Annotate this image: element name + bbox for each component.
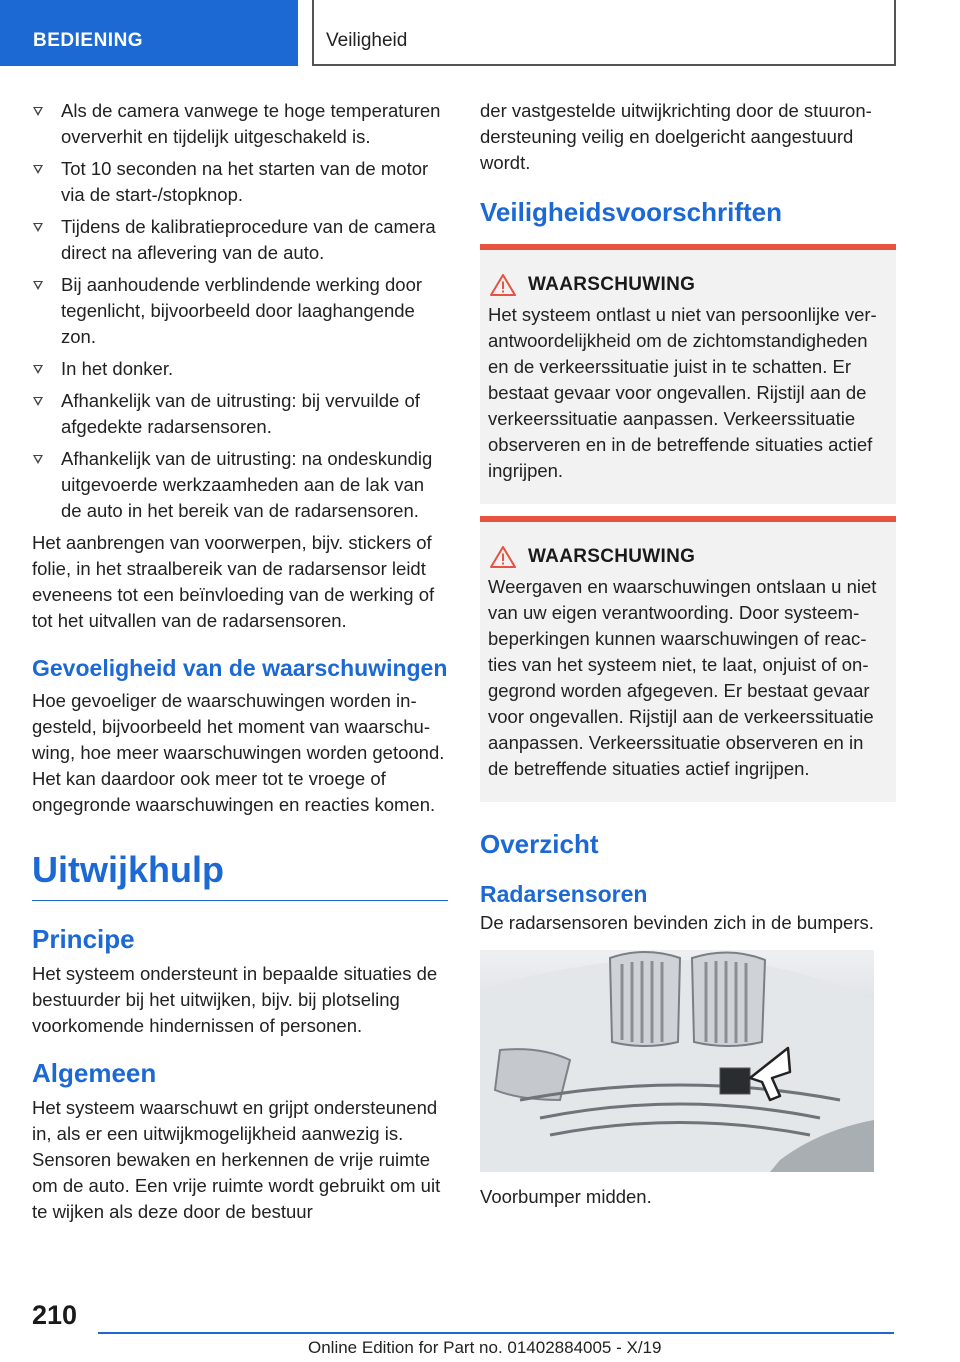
- photo-caption: Voorbumper midden.: [480, 1186, 652, 1207]
- warning-triangle-icon: [490, 274, 516, 296]
- warning-triangle-icon: [490, 546, 516, 568]
- condition-list: [32, 98, 448, 524]
- overview-heading: Overzicht: [480, 829, 599, 859]
- triangle-bullet-icon: [33, 455, 43, 464]
- warning-title: WAARSCHUWING: [488, 546, 888, 568]
- list-item: Tot 10 seconden na het starten van de motor via de start-/stopknop.: [32, 156, 448, 208]
- warning-title: WAARSCHUWING: [488, 274, 888, 296]
- list-item: Bij aanhoudende verblindende werking door tegenlicht, bijvoorbeeld door laaghangende zon.: [32, 272, 448, 350]
- sensitivity-heading: Gevoeligheid van de waarschuwingen: [32, 655, 448, 681]
- warning-text: Weergaven en waarschuwingen ontslaan u niet van uw eigen verantwoording. Door systeembeperkingen kunnen waarschuwingen of reacties van het systeem niet, te laat, onjuist of ongegrond worden afgegeven. Er bestaat gevaar voor ongevallen. Rijstijl aan de verkeerssituatie aanpassen. Verkeerssituatie observeren en in de betreffende situaties actief ingrijpen.: [488, 576, 877, 779]
- principle-heading: Principe: [32, 924, 135, 954]
- triangle-bullet-icon: [33, 365, 43, 374]
- general-heading: Algemeen: [32, 1058, 157, 1088]
- sticker-note-paragraph: Het aanbrengen van voorwerpen, bijv. stickers of folie, in het straalbereik van de radarsensor leidt eveneens tot een beïnvloeding van de werking of tot het uitvallen van de radarsensoren.: [32, 532, 435, 631]
- list-item: Afhankelijk van de uitrusting: na ondeskundig uitgevoerde werkzaamheden aan de lak van de auto in het bereik van de radarsensoren.: [32, 446, 448, 524]
- list-item: Als de camera vanwege te hoge temperaturen oververhit en tijdelijk uitgeschakeld is.: [32, 98, 448, 150]
- warning-box-2: [480, 516, 896, 802]
- triangle-bullet-icon: [33, 165, 43, 174]
- front-bumper-photo: [480, 950, 874, 1172]
- triangle-bullet-icon: [33, 397, 43, 406]
- triangle-bullet-icon: [33, 107, 43, 116]
- chapter-tab[interactable]: Veiligheid: [312, 0, 896, 66]
- warning-text: Het systeem ontlast u niet van persoonlijke verantwoordelijkheid om de zichtomstandigheden en de verkeerssituatie juist in te schatten. Er bestaat gevaar voor ongevallen. Rijstijl aan de verkeerssituatie aanpassen. Verkeerssituatie observeren en in de betreffende situaties actief ingrijpen.: [488, 304, 877, 481]
- list-item: Afhankelijk van de uitrusting: bij vervuilde of afgedekte radarsensoren.: [32, 388, 448, 440]
- left-column: [32, 98, 448, 1225]
- continuation-paragraph: der vastgestelde uitwijkrichting door de stuurondersteuning veilig en doelgericht aangestuurd wordt.: [480, 100, 872, 173]
- safety-heading: Veiligheidsvoorschriften: [480, 197, 782, 227]
- list-item: Tijdens de kalibratieprocedure van de camera direct na aflevering van de auto.: [32, 214, 448, 266]
- page-number: 210: [32, 1300, 78, 1330]
- sensitivity-paragraph: Hoe gevoeliger de waarschuwingen worden ingesteld, bijvoorbeeld het moment van waarschuwing, hoe meer waarschuwingen worden getoond. Het kan daardoor ook meer tot te vroege of ongegronde waarschuwingen en reacties komen.: [32, 690, 445, 815]
- list-item: In het donker.: [32, 356, 448, 382]
- triangle-bullet-icon: [33, 223, 43, 232]
- section-tab[interactable]: BEDIENING: [0, 0, 298, 66]
- main-section-heading: Uitwijkhulp: [32, 848, 448, 901]
- footer-divider: [98, 1332, 894, 1334]
- radar-heading: Radarsensoren: [480, 881, 648, 907]
- edition-note: Online Edition for Part no. 01402884005 - X/19: [308, 1338, 662, 1357]
- triangle-bullet-icon: [33, 281, 43, 290]
- principle-paragraph: Het systeem ondersteunt in bepaalde situaties de bestuurder bij het uitwijken, bijv. bij plotseling voorkomende hindernissen of personen.: [32, 963, 438, 1036]
- warning-box-1: [480, 244, 896, 504]
- radar-paragraph: De radarsensoren bevinden zich in de bumpers.: [480, 912, 874, 933]
- general-paragraph: Het systeem waarschuwt en grijpt ondersteunend in, als er een uitwijkmogelijkheid aanwezig is. Sensoren bewaken en herkennen de vrije ruimte om de auto. Een vrije ruimte wordt gebruikt om uit te wijken als deze door de bestuur: [32, 1097, 441, 1222]
- page-header: [0, 0, 960, 66]
- right-column: [480, 98, 896, 1210]
